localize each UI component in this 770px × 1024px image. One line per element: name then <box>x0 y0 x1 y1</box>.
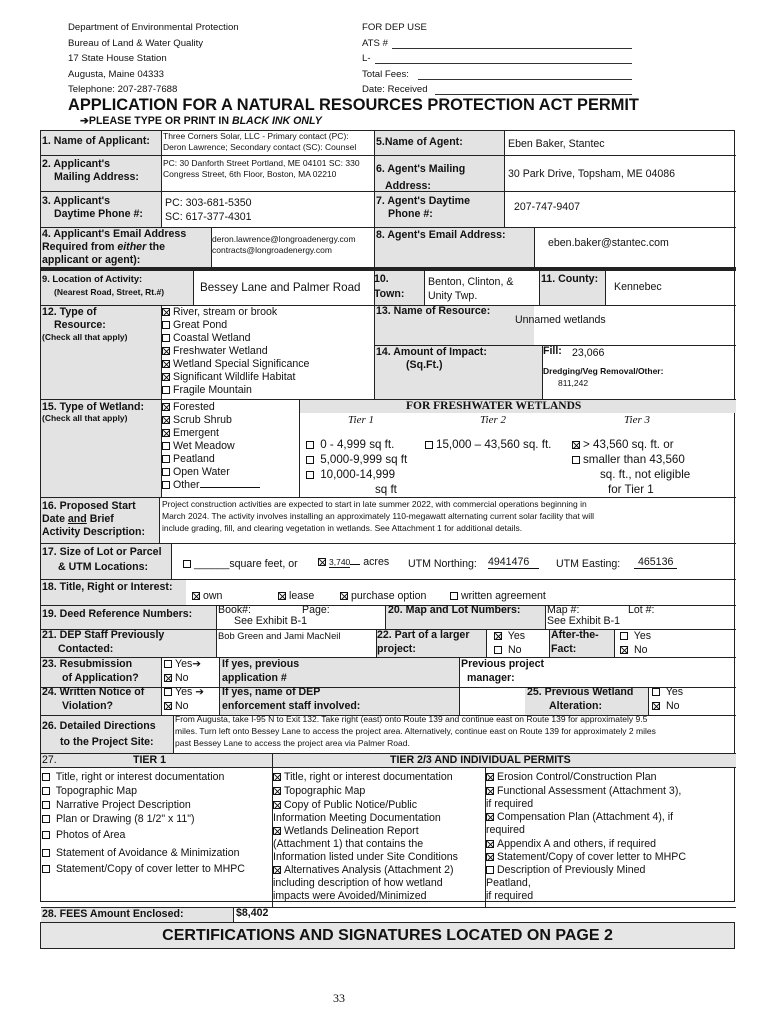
prev-app-label-2: application # <box>222 672 287 684</box>
county-label: 11. County: <box>541 273 599 285</box>
tier1-option-c[interactable]: 10,000-14,999 <box>306 468 395 481</box>
activity-desc-3[interactable]: include grading, fill, and clearing vegetation in wetlands. See Attachment 1 for additional details. <box>162 523 523 533</box>
page-number: 33 <box>333 991 345 1005</box>
email-label-3: applicant or agent): <box>42 254 141 266</box>
map-lot-label: 20. Map and Lot Numbers: <box>388 604 521 616</box>
checkbox-unchecked[interactable] <box>42 831 50 839</box>
checkbox-checked[interactable] <box>162 360 170 368</box>
wetland-open-water[interactable]: Open Water <box>162 466 230 478</box>
tier23-doc-4[interactable]: Wetlands Delineation Report <box>273 825 419 837</box>
applicant-name-value-1[interactable]: Three Corners Solar, LLC - Primary contact (PC): <box>163 131 349 141</box>
checkbox-unchecked[interactable] <box>162 442 170 450</box>
directions-value-2[interactable]: miles. Turn left onto Bessey Lane to access the project area. Alternatively, continue east on Route 139 for approximately 2 miles <box>175 726 656 736</box>
utm-easting-label: UTM Easting: <box>556 558 621 570</box>
checkbox-checked[interactable] <box>192 592 200 600</box>
tier-2-heading: Tier 2 <box>480 414 506 426</box>
checkbox-checked[interactable] <box>273 773 281 781</box>
lease-option[interactable]: lease <box>278 590 314 602</box>
checkbox-unchecked[interactable] <box>306 456 314 464</box>
tier23-doc-4c: Information listed under Site Conditions <box>273 851 458 863</box>
page-title: APPLICATION FOR A NATURAL RESOURCES PROTECTION ACT PERMIT <box>68 96 639 114</box>
dept-phone: Telephone: 207-287-7688 <box>68 84 178 95</box>
certifications-text: CERTIFICATIONS AND SIGNATURES LOCATED ON PAGE 2 <box>162 927 613 944</box>
agent-phone-label-2: Phone #: <box>388 208 433 220</box>
wetland-peatland[interactable]: Peatland <box>162 453 215 465</box>
tier3-option-a[interactable]: > 43,560 sq. ft. or <box>572 438 674 451</box>
checkbox-unchecked[interactable] <box>164 660 172 668</box>
checkbox-checked[interactable] <box>318 558 326 566</box>
checkbox-unchecked[interactable] <box>42 849 50 857</box>
wetland-forested[interactable]: Forested <box>162 401 215 413</box>
resource-type-label-2: Resource: <box>54 319 106 331</box>
agent-phone-value[interactable]: 207-747-9407 <box>514 201 580 213</box>
agent-mailing-label-2: Address: <box>385 180 431 192</box>
checkbox-checked[interactable] <box>486 840 494 848</box>
prev-app-label-1: If yes, previous <box>222 658 300 670</box>
date-label: Date: Received <box>362 84 428 95</box>
checkbox-checked[interactable] <box>572 441 580 449</box>
resource-wss[interactable]: Wetland Special Significance <box>162 358 309 370</box>
town-label-1: 10. <box>374 273 389 285</box>
tier23-doc-11[interactable]: Description of Previously Mined <box>486 864 645 876</box>
certifications-banner <box>40 922 735 949</box>
agent-mailing-value[interactable]: 30 Park Drive, Topsham, ME 04086 <box>508 168 676 180</box>
map-lot-value[interactable]: See Exhibit B-1 <box>547 615 621 627</box>
wetland-other[interactable]: Other <box>162 479 260 491</box>
email-value-2[interactable]: contracts@longroadenergy.com <box>212 245 332 255</box>
agent-phone-label-1: 7. Agent's Daytime <box>376 195 470 207</box>
checkbox-unchecked[interactable] <box>162 468 170 476</box>
resubmission-yes[interactable]: Yes➔ <box>164 658 201 670</box>
subtitle: ➔PLEASE TYPE OR PRINT IN BLACK INK ONLY <box>80 115 322 127</box>
checkbox-unchecked[interactable] <box>42 773 50 781</box>
lot-size-label-2: & UTM Locations: <box>58 561 149 573</box>
resource-fragile[interactable]: Fragile Mountain <box>162 384 252 396</box>
sqft-option[interactable]: ______square feet, or <box>183 558 298 570</box>
prev-alteration-yes[interactable]: Yes <box>652 686 683 698</box>
checkbox-checked[interactable] <box>486 773 494 781</box>
start-date-label-1: 16. Proposed Start <box>42 500 136 512</box>
tier1-doc-2[interactable]: Topographic Map <box>42 785 137 797</box>
dredge-label: Dredging/Veg Removal/Other: <box>543 366 664 376</box>
prev-alteration-no[interactable]: No <box>652 700 680 712</box>
tier1-header: TIER 1 <box>133 754 166 766</box>
mailing-label-2: Mailing Address: <box>54 171 139 183</box>
checkbox-checked[interactable] <box>164 702 172 710</box>
tier-1-heading: Tier 1 <box>348 414 374 426</box>
tier23-doc-1[interactable]: Title, right or interest documentation <box>273 771 453 783</box>
checkbox-checked[interactable] <box>273 866 281 874</box>
fill-label: Fill: <box>543 345 562 357</box>
tier23-doc-7[interactable]: Functional Assessment (Attachment 3), <box>486 785 681 797</box>
tier3-option-b[interactable]: smaller than 43,560 <box>572 453 685 466</box>
location-label-1: 9. Location of Activity: <box>42 273 143 284</box>
city-address: Augusta, Maine 04333 <box>68 69 165 80</box>
arrow-icon: ➔ <box>192 658 202 670</box>
tier23-doc-11c: if required <box>486 890 534 902</box>
larger-no[interactable]: No <box>494 644 522 656</box>
tier23-doc-5b: including description of how wetland <box>273 877 443 889</box>
dep-staff-label-1: 21. DEP Staff Previously <box>42 629 165 641</box>
tier1-option-a[interactable]: 0 - 4,999 sq ft. <box>306 438 394 451</box>
map-label: Map #: <box>547 604 580 616</box>
checkbox-checked[interactable] <box>340 592 348 600</box>
tier1-doc-3[interactable]: Narrative Project Description <box>42 799 191 811</box>
tier23-doc-8[interactable]: Compensation Plan (Attachment 4), if <box>486 811 673 823</box>
checkbox-checked[interactable] <box>162 416 170 424</box>
tier1-option-b[interactable]: 5,000-9,999 sq ft <box>306 453 407 466</box>
checkbox-unchecked[interactable] <box>162 334 170 342</box>
checkbox-unchecked[interactable] <box>450 592 458 600</box>
checkbox-checked[interactable] <box>162 429 170 437</box>
prev-alteration-label-2: Alteration: <box>549 700 602 712</box>
resubmission-label-2: of Application? <box>62 672 139 684</box>
resource-swh[interactable]: Significant Wildlife Habitat <box>162 371 295 383</box>
town-label-2: Town: <box>374 288 405 300</box>
larger-project-label-1: 22. Part of a larger <box>377 629 470 641</box>
tier23-doc-2[interactable]: Topographic Map <box>273 785 365 797</box>
checkbox-checked[interactable] <box>162 403 170 411</box>
street-address: 17 State House Station <box>68 53 167 64</box>
tier1-doc-7[interactable]: Statement/Copy of cover letter to MHPC <box>42 863 245 875</box>
dredge-value[interactable]: 811,242 <box>558 378 589 388</box>
tier-3-heading: Tier 3 <box>624 414 650 426</box>
resource-river[interactable]: River, stream or brook <box>162 306 277 318</box>
tier23-doc-6[interactable]: Erosion Control/Construction Plan <box>486 771 657 783</box>
start-date-label-2: Date and Brief <box>42 513 114 525</box>
tier1-doc-4[interactable]: Plan or Drawing (8 1/2" x 11") <box>42 813 195 825</box>
ats-label: ATS # <box>362 38 388 49</box>
larger-project-label-2: project: <box>377 643 416 655</box>
tier23-doc-3b: Information Meeting Documentation <box>273 812 441 824</box>
wetland-scrub[interactable]: Scrub Shrub <box>162 414 232 426</box>
section-27-num: 27. <box>42 754 57 766</box>
utm-easting-value[interactable]: 465136 <box>634 556 677 569</box>
mailing-value-1[interactable]: PC: 30 Danforth Street Portland, ME 04101 SC: 330 <box>163 158 360 168</box>
town-value-2[interactable]: Unity Twp. <box>428 290 478 302</box>
directions-value-1[interactable]: From Augusta, take I-95 N to Exit 132. Take right (east) onto Route 139 and continue east on Route 139 for approximately 9.5 <box>175 714 648 724</box>
checkbox-checked[interactable] <box>486 787 494 795</box>
tier23-doc-8b: required <box>486 824 525 836</box>
tier23-doc-3[interactable]: Copy of Public Notice/Public <box>273 799 417 811</box>
checkbox-unchecked[interactable] <box>183 560 191 568</box>
dep-staff-value[interactable]: Bob Green and Jami MacNeil <box>218 630 341 641</box>
checkbox-checked[interactable] <box>486 813 494 821</box>
phone-value-2[interactable]: SC: 617-377-4301 <box>165 211 252 223</box>
agent-mailing-label-1: 6. Agent's Mailing <box>376 163 466 175</box>
agent-name-value[interactable]: Eben Baker, Stantec <box>508 138 605 150</box>
email-label-1: 4. Applicant's Email Address <box>42 228 187 240</box>
wetland-emergent[interactable]: Emergent <box>162 427 219 439</box>
phone-label-2: Daytime Phone #: <box>54 208 143 220</box>
checkbox-unchecked[interactable] <box>494 646 502 654</box>
after-fact-yes[interactable]: Yes <box>620 630 651 642</box>
checkbox-unchecked[interactable] <box>162 481 170 489</box>
purchase-option[interactable]: purchase option <box>340 590 426 602</box>
prev-alteration-label-1: 25. Previous Wetland <box>527 686 634 698</box>
resource-great-pond[interactable]: Great Pond <box>162 319 227 331</box>
location-label-2: (Nearest Road, Street, Rt.#) <box>54 287 165 297</box>
checkbox-unchecked[interactable] <box>652 688 660 696</box>
for-dep-use: FOR DEP USE <box>362 22 427 33</box>
violation-yes[interactable]: Yes ➔ <box>164 686 204 698</box>
larger-yes[interactable]: Yes <box>494 630 525 642</box>
deed-value[interactable]: See Exhibit B-1 <box>234 615 308 627</box>
checkbox-checked[interactable] <box>164 674 172 682</box>
checkbox-unchecked[interactable] <box>306 471 314 479</box>
freshwater-title: FOR FRESHWATER WETLANDS <box>406 400 582 412</box>
impact-label-2: (Sq.Ft.) <box>406 359 443 371</box>
start-date-label-3: Activity Description: <box>42 526 146 538</box>
directions-label-1: 26. Detailed Directions <box>42 720 156 732</box>
checkbox-unchecked[interactable] <box>162 386 170 394</box>
directions-label-2: to the Project Site: <box>60 736 154 748</box>
fees-enclosed-value[interactable]: $8,402 <box>236 907 269 919</box>
tier23-doc-11b: Peatland, <box>486 877 531 889</box>
page-label: Page: <box>302 604 330 616</box>
mailing-value-2[interactable]: Congress Street, 6th Floor, Boston, MA 02210 <box>163 169 337 179</box>
tier23-header: TIER 2/3 AND INDIVIDUAL PERMITS <box>390 754 571 766</box>
resubmission-no[interactable]: No <box>164 672 189 684</box>
dep-staff-violation-label-1: If yes, name of DEP <box>222 686 321 698</box>
checkbox-unchecked[interactable] <box>164 688 172 696</box>
checkbox-checked[interactable] <box>273 827 281 835</box>
checkbox-unchecked[interactable] <box>42 865 50 873</box>
checkbox-unchecked[interactable] <box>572 456 580 464</box>
after-fact-label-2: Fact: <box>551 643 577 655</box>
violation-label-2: Violation? <box>62 700 114 712</box>
checkbox-unchecked[interactable] <box>162 321 170 329</box>
utm-northing-value[interactable]: 4941476 <box>488 556 539 569</box>
mailing-label-1: 2. Applicant's <box>42 158 111 170</box>
lot-label: Lot #: <box>628 604 655 616</box>
agent-email-value[interactable]: eben.baker@stantec.com <box>548 237 669 249</box>
wetland-type-hint: (Check all that apply) <box>42 413 128 423</box>
wetland-type-label-1: 15. Type of Wetland: <box>42 401 145 413</box>
checkbox-unchecked[interactable] <box>42 815 50 823</box>
tier1-doc-1[interactable]: Title, right or interest documentation <box>42 771 224 783</box>
resource-freshwater[interactable]: Freshwater Wetland <box>162 345 268 357</box>
tier23-doc-4b: (Attachment 1) that contains the <box>273 838 424 850</box>
activity-desc-1[interactable]: Project construction activities are expected to start in late summer 2022, with commercial operations beginning in <box>162 499 587 509</box>
prev-manager-label-2: manager: <box>467 672 515 684</box>
resource-name-value[interactable]: Unnamed wetlands <box>515 314 606 326</box>
tier23-doc-7b: if required <box>486 798 534 810</box>
after-fact-label-1: After-the- <box>551 629 599 641</box>
checkbox-checked[interactable] <box>278 592 286 600</box>
phone-value-1[interactable]: PC: 303-681-5350 <box>165 197 252 209</box>
checkbox-checked[interactable] <box>162 373 170 381</box>
acres-option[interactable]: 3,740 acres <box>318 556 389 568</box>
book-label: Book#: <box>218 604 251 616</box>
agent-name-label: 5.Name of Agent: <box>376 136 463 148</box>
fill-value[interactable]: 23,066 <box>572 347 605 359</box>
checkbox-unchecked[interactable] <box>42 801 50 809</box>
dep-staff-violation-label-2: enforcement staff involved: <box>222 700 361 712</box>
applicant-name-value-2[interactable]: Deron Lawrence; Secondary contact (SC): Counsel <box>163 142 357 152</box>
directions-value-3[interactable]: past Bessey Lane to access the project area via Palmer Road. <box>175 738 410 748</box>
checkbox-checked[interactable] <box>162 347 170 355</box>
tier1-option-c-unit: sq ft <box>375 483 397 496</box>
wetland-wet-meadow[interactable]: Wet Meadow <box>162 440 235 452</box>
prev-manager-label-1: Previous project <box>461 658 545 670</box>
tier23-doc-5c: impacts were Avoided/Minimized <box>273 890 427 902</box>
resource-type-hint: (Check all that apply) <box>42 332 128 342</box>
email-label-2: Required from either the <box>42 241 166 253</box>
tier3-line-d: for Tier 1 <box>608 483 654 496</box>
checkbox-unchecked[interactable] <box>42 787 50 795</box>
lot-size-label-1: 17. Size of Lot or Parcel <box>42 546 162 558</box>
dep-staff-label-2: Contacted: <box>58 643 114 655</box>
tier3-line-c: sq. ft., not eligible <box>600 468 691 481</box>
fees-enclosed-label: 28. FEES Amount Enclosed: <box>42 908 184 920</box>
tier23-doc-5[interactable]: Alternatives Analysis (Attachment 2) <box>273 864 454 876</box>
checkbox-checked[interactable] <box>652 702 660 710</box>
checkbox-checked[interactable] <box>273 787 281 795</box>
deed-label: 19. Deed Reference Numbers: <box>42 608 193 620</box>
arrow-icon: ➔ <box>195 686 205 698</box>
checkbox-checked[interactable] <box>273 801 281 809</box>
violation-no[interactable]: No <box>164 700 189 712</box>
resubmission-label-1: 23. Resubmission <box>42 658 133 670</box>
activity-desc-2[interactable]: March 2024. The activity involves installing an approximately 110-megawatt alternating current solar facility that will <box>162 511 594 521</box>
resource-name-label: 13. Name of Resource: <box>376 305 491 317</box>
checkbox-checked[interactable] <box>494 632 502 640</box>
resource-coastal[interactable]: Coastal Wetland <box>162 332 251 344</box>
tier1-doc-6[interactable]: Statement of Avoidance & Minimization <box>42 847 239 859</box>
bureau-name: Bureau of Land & Water Quality <box>68 38 204 49</box>
checkbox-checked[interactable] <box>620 646 628 654</box>
applicant-name-label: 1. Name of Applicant: <box>42 135 150 147</box>
agent-email-label: 8. Agent's Email Address: <box>376 229 506 241</box>
checkbox-unchecked[interactable] <box>486 866 494 874</box>
email-value-1[interactable]: deron.lawrence@longroadenergy.com <box>212 234 356 244</box>
tier2-option[interactable]: 15,000 – 43,560 sq. ft. <box>425 438 551 451</box>
resource-type-label-1: 12. Type of <box>42 306 97 318</box>
tier23-doc-9[interactable]: Appendix A and others, if required <box>486 838 656 850</box>
checkbox-unchecked[interactable] <box>306 441 314 449</box>
tier23-doc-10[interactable]: Statement/Copy of cover letter to MHPC <box>486 851 686 863</box>
location-value[interactable]: Bessey Lane and Palmer Road <box>200 281 361 294</box>
checkbox-unchecked[interactable] <box>620 632 628 640</box>
fees-label: Total Fees: <box>362 69 409 80</box>
l-label: L- <box>362 53 371 64</box>
dept-name: Department of Environmental Protection <box>68 22 239 33</box>
checkbox-unchecked[interactable] <box>425 441 433 449</box>
after-fact-no[interactable]: No <box>620 644 648 656</box>
impact-label-1: 14. Amount of Impact: <box>376 346 487 358</box>
written-agreement-option[interactable]: written agreement <box>450 590 546 602</box>
utm-northing-label: UTM Northing: <box>408 558 477 570</box>
title-interest-label: 18. Title, Right or Interest: <box>42 581 173 593</box>
own-option[interactable]: own <box>192 590 222 602</box>
town-value-1[interactable]: Benton, Clinton, & <box>428 276 514 288</box>
violation-label-1: 24. Written Notice of <box>42 686 145 698</box>
checkbox-unchecked[interactable] <box>162 455 170 463</box>
county-value[interactable]: Kennebec <box>614 281 662 293</box>
arrow-icon: ➔ <box>80 115 89 127</box>
phone-label-1: 3. Applicant's <box>42 195 111 207</box>
tier1-doc-5[interactable]: Photos of Area <box>42 829 125 841</box>
checkbox-checked[interactable] <box>162 308 170 316</box>
checkbox-checked[interactable] <box>486 853 494 861</box>
